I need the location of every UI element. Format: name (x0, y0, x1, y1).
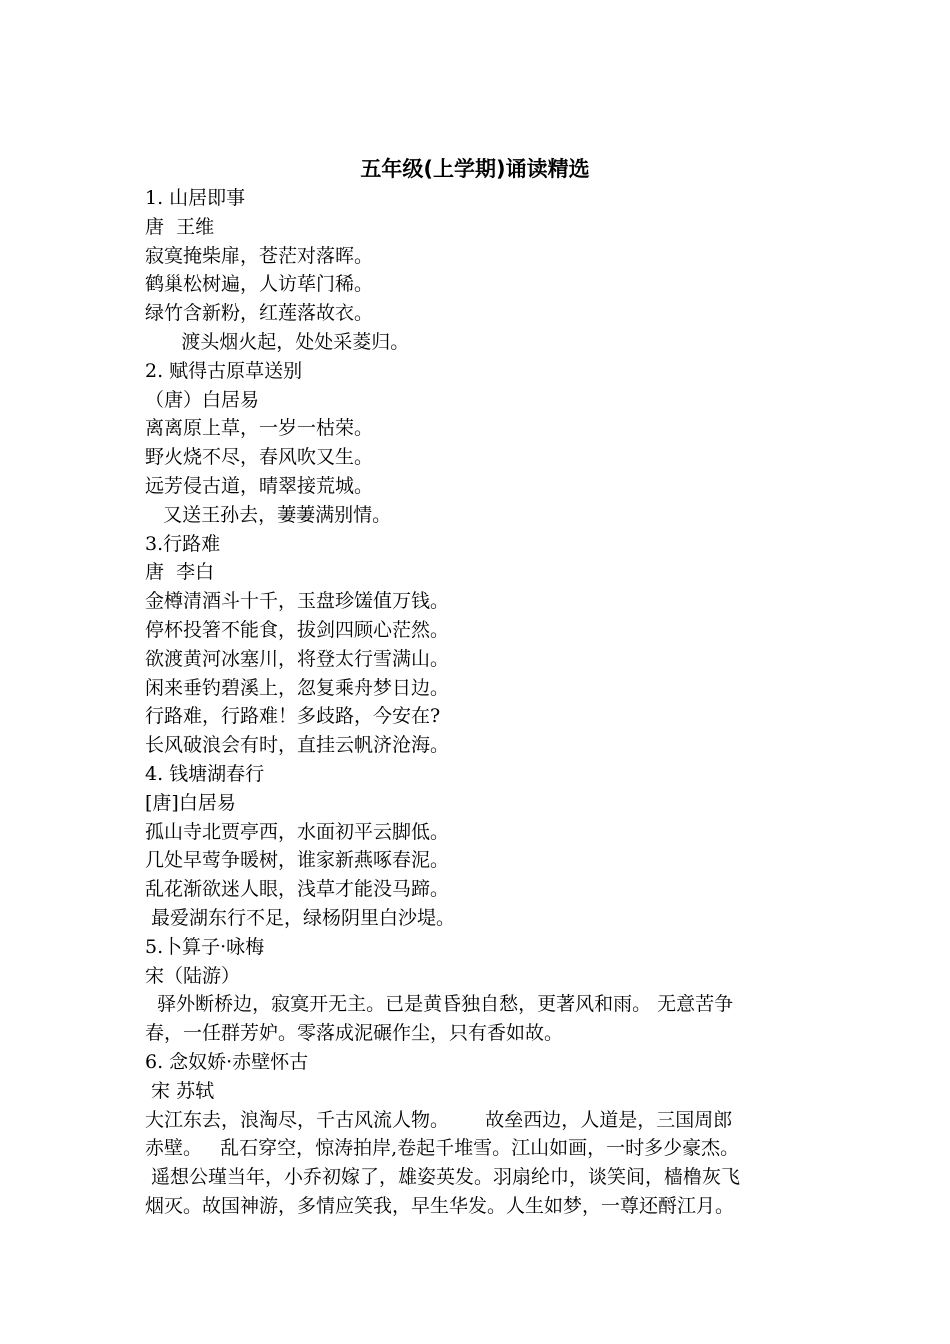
text-line: 野火烧不尽，春风吹又生。 (145, 446, 374, 469)
text-line: 宋 苏轼 (145, 1079, 215, 1102)
text-line: 驿外断桥边，寂寞开无主。已是黄昏独自愁，更著风和雨。 无意苦争 (145, 993, 734, 1016)
text-line: 乱花渐欲迷人眼，浅草才能没马蹄。 (145, 878, 450, 901)
text-line: 遥想公瑾当年，小乔初嫁了，雄姿英发。羽扇纶巾，谈笑间，樯橹灰飞 (145, 1166, 741, 1189)
text-line: 绿竹含新粉，红莲落故衣。 (145, 302, 374, 325)
text-line: [唐]白居易 (145, 791, 236, 814)
text-line: 行路难，行路难！多歧路，今安在? (145, 705, 441, 728)
text-line: 2. 赋得古原草送别 (145, 359, 303, 382)
text-line: 渡头烟火起，处处采菱归。 (145, 330, 410, 353)
text-line: 离离原上草，一岁一枯荣。 (145, 417, 374, 440)
text-line: 烟灭。故国神游，多情应笑我，早生华发。人生如梦，一尊还酹江月。 (145, 1194, 735, 1217)
text-line: 唐 李白 (145, 561, 215, 584)
text-line: （唐）白居易 (145, 388, 260, 411)
text-line: 几处早莺争暖树，谁家新燕啄春泥。 (145, 849, 450, 872)
text-line: 宋（陆游） (145, 964, 241, 987)
text-line: 6. 念奴娇·赤壁怀古 (145, 1050, 309, 1073)
text-line: 孤山寺北贾亭西，水面初平云脚低。 (145, 820, 450, 843)
text-line: 鹤巢松树遍，人访荜门稀。 (145, 273, 374, 296)
text-line: 春，一任群芳妒。零落成泥碾作尘，只有香如故。 (145, 1022, 564, 1045)
text-line: 4. 钱塘湖春行 (145, 762, 265, 785)
text-line: 又送王孙去，萋萋满别情。 (145, 503, 392, 526)
text-line: 欲渡黄河冰塞川，将登太行雪满山。 (145, 647, 450, 670)
document-title: 五年级(上学期)诵读精选 (360, 157, 590, 181)
text-line: 5.卜算子·咏梅 (145, 935, 265, 958)
text-line: 最爱湖东行不足，绿杨阴里白沙堤。 (145, 906, 456, 929)
text-line: 长风破浪会有时，直挂云帆济沧海。 (145, 734, 450, 757)
text-line: 金樽清酒斗十千，玉盘珍馐值万钱。 (145, 590, 450, 613)
text-line: 寂寞掩柴扉，苍茫对落晖。 (145, 244, 374, 267)
text-line: 赤壁。 乱石穿空，惊涛拍岸,卷起千堆雪。江山如画，一时多少豪杰。 (145, 1137, 740, 1160)
text-line: 唐 王维 (145, 215, 215, 238)
text-line: 停杯投箸不能食，拔剑四顾心茫然。 (145, 618, 450, 641)
text-line: 闲来垂钓碧溪上，忽复乘舟梦日边。 (145, 676, 450, 699)
poem-list (145, 184, 825, 1221)
text-line: 3.行路难 (145, 532, 221, 555)
text-line: 大江东去，浪淘尽，千古风流人物。 故垒西边，人道是，三国周郎 (145, 1108, 733, 1131)
text-line: 远芳侵古道，晴翠接荒城。 (145, 474, 374, 497)
text-line: 1. 山居即事 (145, 187, 246, 209)
